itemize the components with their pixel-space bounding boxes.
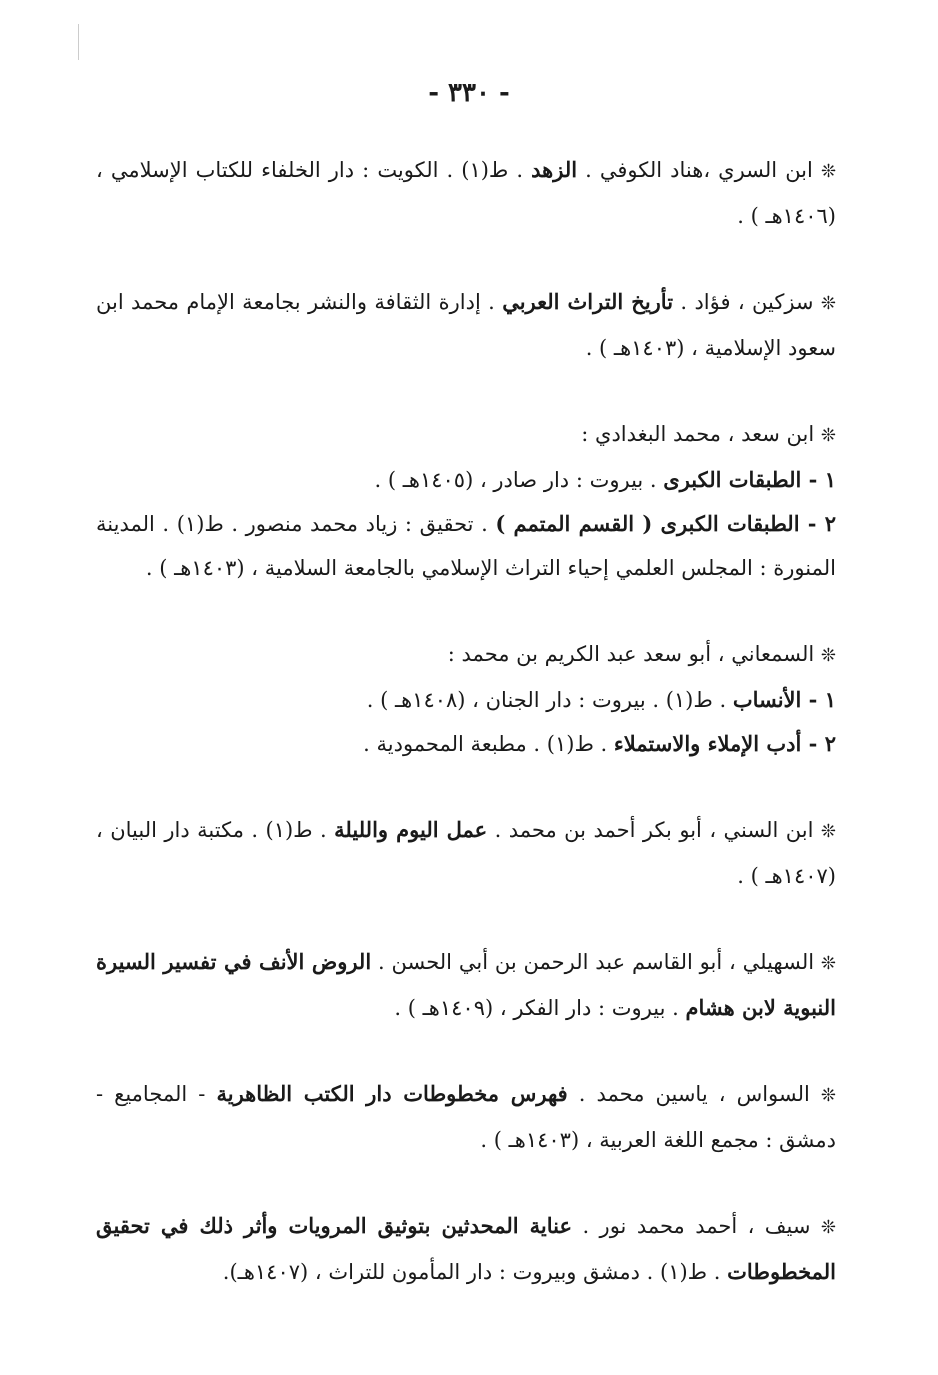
entry-author: سيف ، أحمد محمد نور . (572, 1214, 821, 1238)
entry-author: السواس ، ياسين محمد . (567, 1082, 821, 1106)
scan-mark (78, 24, 79, 60)
asterisk-icon: ❊ (820, 1085, 837, 1106)
sub-entry-number: ٢ - (801, 731, 836, 756)
entry-title: الطبقات الكبرى ( القسم المتمم ) (495, 511, 800, 536)
entry-author: ابن السني ، أبو بكر أحمد بن محمد . (487, 818, 821, 842)
entry-publication: . بيروت : دار الفكر ، (١٤٠٩هـ ) . (394, 996, 686, 1020)
bibliography-entry (96, 940, 836, 1030)
bibliography-entry (96, 1072, 836, 1162)
asterisk-icon: ❊ (820, 1217, 836, 1238)
entry-author: السهيلي ، أبو القاسم عبد الرحمن بن أبي الحسن . (371, 950, 821, 974)
asterisk-icon: ❊ (820, 821, 836, 842)
sub-entry (96, 678, 836, 722)
sub-entry (96, 722, 836, 766)
bibliography-entry (96, 280, 836, 370)
asterisk-icon: ❊ (820, 425, 836, 446)
entry-title: الروض الأنف في تفسير السيرة النبوية لابن هشام (96, 949, 836, 1020)
asterisk-icon: ❊ (820, 161, 837, 182)
entry-author: سزكين ، فؤاد . (673, 290, 821, 314)
asterisk-icon: ❊ (820, 953, 836, 974)
entry-publication: . ط(١) . الكويت : دار الخلفاء للكتاب الإسلامي ، (١٤٠٦هـ ) . (96, 158, 836, 228)
entry-publication: . تحقيق : زياد محمد منصور . ط(١) . المدينة المنورة : المجلس العلمي إحياء التراث الإسلامي بالجامعة السلامية ، (١٤٠٣هـ ) . (96, 512, 836, 580)
entry-author: ابن سعد ، محمد البغدادي : (581, 422, 821, 446)
entry-publication: . إدارة الثقافة والنشر بجامعة الإمام محمد ابن سعود الإسلامية ، (١٤٠٣هـ ) . (96, 290, 836, 360)
entry-title: الأنساب (732, 687, 802, 712)
entry-publication: . ط(١) . مطبعة المحمودية . (363, 732, 614, 756)
sub-entry-number: ١ - (801, 687, 836, 712)
entry-publication: . ط(١) . دمشق وبيروت : دار المأمون للتراث ، (١٤٠٧هـ). (222, 1260, 728, 1284)
entry-author-header (96, 412, 836, 458)
entry-publication: . ط(١) . مكتبة دار البيان ، (١٤٠٧هـ ) . (96, 818, 836, 888)
entry-title: فهرس مخطوطات دار الكتب الظاهرية (216, 1081, 568, 1106)
sub-entry (96, 502, 836, 590)
entry-title: الزهد (531, 157, 578, 182)
entry-author: ابن السري ،هناد الكوفي . (577, 158, 821, 182)
page-number: - ٣٣٠ - (428, 78, 510, 108)
sub-entry (96, 458, 836, 502)
bibliography-entry-group (96, 412, 836, 590)
entry-title: عناية المحدثين بتوثيق المرويات وأثر ذلك في تحقيق المخطوطات (96, 1213, 836, 1284)
entry-title: أدب الإملاء والاستملاء (613, 731, 802, 756)
bibliography-entry-group (96, 632, 836, 766)
entry-title: تأريخ التراث العربي (502, 289, 674, 314)
asterisk-icon: ❊ (820, 645, 836, 666)
entry-author: السمعاني ، أبو سعد عبد الكريم بن محمد : (447, 642, 821, 666)
entry-title: عمل اليوم والليلة (334, 817, 488, 842)
sub-entry-number: ١ - (801, 467, 836, 492)
bibliography-entry (96, 148, 836, 238)
entry-author-header (96, 632, 836, 678)
sub-entry-number: ٢ - (799, 511, 837, 536)
entry-publication: . بيروت : دار صادر ، (١٤٠٥هـ ) . (374, 468, 664, 492)
bibliography-entry (96, 808, 836, 898)
bibliography-list (96, 148, 836, 1294)
asterisk-icon: ❊ (820, 293, 836, 314)
entry-publication: . ط(١) . بيروت : دار الجنان ، (١٤٠٨هـ ) . (366, 688, 733, 712)
entry-title: الطبقات الكبرى (663, 467, 802, 492)
entry-publication: - المجاميع - دمشق : مجمع اللغة العربية ، (١٤٠٣هـ ) . (96, 1082, 836, 1152)
bibliography-entry (96, 1204, 836, 1294)
